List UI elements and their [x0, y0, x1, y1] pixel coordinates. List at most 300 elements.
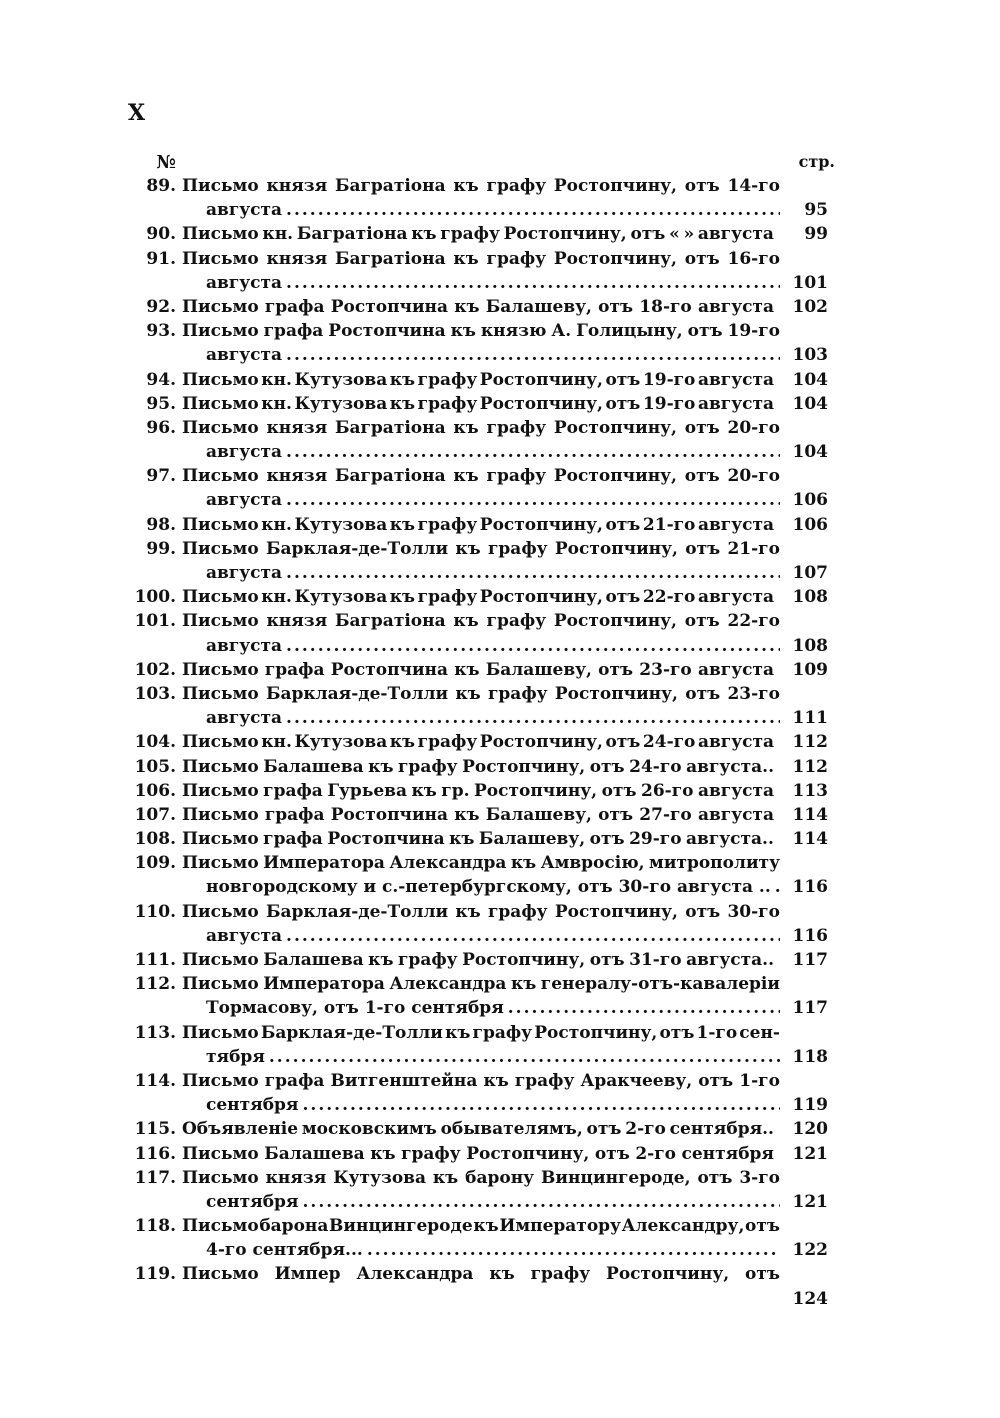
title-word: къ — [389, 369, 416, 390]
title-word: графу — [486, 176, 547, 196]
title-word: генералу-отъ-кавалеріи — [540, 974, 780, 995]
toc-entry — [0, 247, 1000, 295]
title-word: князя — [266, 417, 328, 438]
title-word: московскимъ — [301, 1119, 437, 1140]
title-word: Письмо — [182, 587, 259, 608]
title-word: Ростопчину, — [553, 417, 677, 438]
leader-dots — [508, 996, 780, 1020]
title-word: Ростопчина — [330, 296, 449, 317]
title-word: отъ — [745, 1264, 780, 1285]
entry-continuation — [206, 488, 780, 512]
entry-number: 107. — [134, 804, 176, 825]
title-word: Ростопчину, — [479, 514, 603, 535]
toc-entry — [0, 1214, 1000, 1262]
title-word: отъ — [630, 224, 666, 245]
entry-page: 114 — [792, 829, 828, 850]
entry-continuation — [206, 1093, 780, 1117]
entry-page: 124 — [792, 1288, 828, 1309]
title-word: Ростопчину, — [479, 732, 603, 753]
toc-entry — [0, 295, 1000, 319]
title-word: Ростопчину, — [479, 369, 603, 390]
title-word: графу — [398, 756, 458, 777]
title-word: Гурьева — [327, 780, 407, 801]
entry-continuation-text: новгородскому и с.-петербургскому, отъ 30-го августа .. — [206, 877, 771, 898]
entry-title — [182, 827, 774, 851]
entry-continuation — [206, 1238, 780, 1262]
number-column-header: № — [156, 152, 176, 173]
title-word: къ — [455, 538, 481, 559]
title-word: Письмо — [182, 321, 259, 342]
leader-dots — [269, 1045, 780, 1069]
entry-page: 121 — [792, 1143, 828, 1164]
entry-number: 105. — [134, 756, 176, 777]
title-word: къ — [454, 804, 480, 825]
title-word: графа — [264, 296, 325, 317]
title-word: къ — [453, 176, 479, 196]
title-word: 24-го — [642, 732, 696, 753]
entry-continuation-text: Тормасову, отъ 1-го сентября — [206, 998, 504, 1019]
entry-page: 104 — [792, 369, 828, 390]
title-word: къ — [473, 1216, 499, 1237]
entry-number: 99. — [146, 538, 176, 559]
title-word: къ — [453, 466, 479, 487]
leader-dots — [303, 1093, 781, 1117]
entry-page: 106 — [792, 514, 828, 535]
toc-entry — [0, 1021, 1000, 1069]
entry-title — [182, 319, 780, 343]
entry-page: 99 — [804, 224, 828, 245]
title-word: Александра — [356, 1264, 474, 1285]
title-word: Ростопчину, — [503, 224, 627, 245]
title-word: къ — [510, 853, 537, 874]
title-word: графу — [486, 248, 547, 269]
toc-entry — [0, 972, 1000, 1020]
entry-page: 114 — [792, 804, 828, 825]
entry-title — [182, 174, 780, 198]
title-word: Императора — [263, 974, 385, 995]
title-word: Письмо — [182, 296, 259, 317]
toc-entry — [0, 779, 1000, 803]
title-word: Кутузова — [294, 587, 388, 608]
title-word: 22-го — [727, 611, 780, 632]
entry-title — [182, 900, 780, 924]
title-word: » — [683, 224, 695, 245]
entry-page: 117 — [792, 998, 828, 1019]
toc-entry — [0, 803, 1000, 827]
leader-dots — [775, 875, 780, 899]
title-word: къ — [483, 1070, 509, 1091]
entry-number: 106. — [134, 780, 176, 801]
entry-number: 104. — [134, 732, 176, 753]
entry-page: 111 — [792, 708, 828, 729]
title-word: къ — [489, 1264, 515, 1285]
entry-continuation-text: сентября — [206, 1095, 299, 1116]
title-word: отъ — [684, 417, 720, 438]
title-word: Письмо — [182, 829, 259, 850]
toc-entry — [0, 1069, 1000, 1117]
title-word: Багратіона — [334, 417, 446, 438]
title-word: августа — [697, 659, 774, 680]
title-word: къ — [453, 417, 479, 438]
title-word: графу — [417, 732, 478, 753]
title-word: Кутузова — [294, 514, 388, 535]
title-word: Ростопчину, — [466, 1143, 590, 1164]
toc-entry — [0, 827, 1000, 851]
title-word: августа — [697, 369, 774, 390]
title-word: барону — [465, 1167, 535, 1188]
entry-title — [182, 247, 780, 271]
title-word: отъ — [697, 1167, 733, 1188]
title-word: 23-го — [639, 659, 692, 680]
title-word: 23-го — [727, 683, 780, 704]
entry-title — [182, 948, 774, 972]
title-word: Барклая-де-Толли — [265, 683, 449, 704]
title-word: кн. — [261, 587, 292, 608]
title-word: Письмо — [182, 804, 259, 825]
title-word: къ — [411, 780, 437, 801]
toc-entry — [0, 682, 1000, 730]
title-word: графу — [488, 901, 548, 922]
leader-dots — [286, 561, 780, 585]
title-word: 29-го — [629, 829, 682, 850]
entry-number: 96. — [146, 417, 176, 438]
title-word: « — [669, 224, 680, 245]
title-word: отъ — [605, 369, 641, 390]
title-word: сентября — [681, 1143, 774, 1164]
table-of-contents — [0, 174, 1000, 1311]
title-word: Александра — [389, 974, 507, 995]
title-word: Витгенштейна — [330, 1070, 478, 1091]
title-word: Аракчееву, — [580, 1070, 693, 1091]
title-word: Письмо — [182, 1264, 259, 1285]
title-word: къ — [454, 659, 480, 680]
title-word: Ростопчину, — [606, 1264, 730, 1285]
entry-title — [182, 972, 780, 996]
entry-title — [182, 1166, 780, 1190]
title-word: князя — [266, 611, 328, 632]
title-word: августа — [697, 296, 774, 317]
title-word: Винцингероде, — [540, 1167, 691, 1188]
title-word: Ростопчину, — [462, 756, 586, 777]
title-word: Ростопчину, — [553, 248, 677, 269]
title-word: Багратіона — [296, 224, 408, 245]
toc-entry — [0, 174, 1000, 222]
title-word: 14-го — [727, 176, 780, 196]
title-word: Багратіона — [334, 176, 446, 196]
entry-continuation-text: августа — [206, 345, 283, 366]
title-word: А. — [551, 321, 572, 342]
title-word: 21-го — [642, 514, 696, 535]
entry-continuation — [206, 343, 780, 367]
entry-continuation-text: 4-го сентября... — [206, 1240, 363, 1261]
entry-continuation — [206, 706, 780, 730]
entry-number: 102. — [134, 659, 176, 680]
title-word: Объявленіе — [182, 1119, 299, 1140]
entry-number: 89. — [146, 176, 176, 196]
title-word: Письмо — [182, 683, 259, 704]
title-word: 2-го — [625, 1119, 666, 1140]
entry-page: 109 — [792, 659, 828, 680]
title-word: Письмо — [182, 369, 259, 390]
title-word: Александра — [389, 853, 507, 874]
title-word: Ростопчину, — [462, 950, 586, 970]
title-word: 26-го — [641, 780, 694, 801]
entry-continuation — [206, 561, 780, 585]
title-word: къ — [453, 248, 479, 269]
title-word: Письмо — [182, 756, 259, 777]
title-word: Кутузова — [333, 1167, 426, 1188]
entry-continuation-text: сентября — [206, 1191, 299, 1212]
entry-number: 112. — [134, 974, 176, 995]
title-word: августа — [697, 732, 774, 753]
title-word: къ — [370, 1143, 396, 1164]
entry-title — [182, 1069, 780, 1093]
title-word: графа — [263, 780, 323, 801]
entry-continuation-text: августа — [206, 442, 283, 463]
leader-dots — [286, 343, 780, 367]
entry-number: 119. — [134, 1264, 176, 1285]
title-word: къ — [455, 683, 481, 704]
title-word: Балашеву, — [485, 296, 592, 317]
entry-number: 109. — [134, 853, 176, 874]
entry-continuation-text: августа — [206, 925, 283, 946]
title-word: отъ — [598, 804, 634, 825]
title-word: къ — [454, 296, 480, 317]
title-word: 19-го — [727, 321, 780, 342]
entry-number: 97. — [146, 466, 176, 487]
title-word: отъ — [601, 780, 637, 801]
entry-number: 98. — [146, 514, 176, 535]
leader-dots — [303, 1190, 781, 1214]
title-word: отъ — [687, 321, 723, 342]
leader-dots — [367, 1238, 780, 1262]
leader-dots — [286, 706, 780, 730]
title-word: августа — [697, 224, 774, 245]
title-word: къ — [389, 514, 416, 535]
toc-entry — [0, 755, 1000, 779]
title-word: Письмо — [182, 853, 259, 874]
title-word: 1-го — [696, 1022, 738, 1043]
toc-entry — [0, 851, 1000, 899]
title-word: кн. — [262, 224, 294, 245]
entry-page: 121 — [792, 1191, 828, 1212]
entry-title — [182, 295, 774, 319]
entry-page: 122 — [792, 1240, 828, 1261]
title-word: къ — [368, 950, 394, 970]
entry-number: 91. — [146, 248, 176, 269]
entry-page: 119 — [792, 1095, 828, 1116]
title-word: Письмо — [182, 514, 259, 535]
title-word: Ростопчина — [328, 321, 446, 342]
title-word: отъ — [684, 611, 720, 632]
entry-number: 114. — [134, 1070, 176, 1091]
title-word: Письмо — [182, 176, 259, 196]
entry-continuation — [206, 198, 780, 222]
title-word: къ — [453, 611, 479, 632]
title-word: Письмо — [182, 1167, 259, 1188]
entry-title — [182, 537, 780, 561]
toc-entry — [0, 1166, 1000, 1214]
title-word: 31-го — [629, 950, 682, 970]
page-column-header: стр. — [798, 152, 835, 171]
title-word: графа — [264, 1070, 325, 1091]
title-word: Ростопчину, — [554, 538, 678, 559]
toc-entry — [0, 319, 1000, 367]
title-word: отъ — [745, 1216, 780, 1237]
entry-title — [182, 513, 774, 537]
title-word: Кутузова — [294, 393, 388, 414]
title-word: Письмо — [182, 1022, 259, 1043]
title-word: графа — [264, 659, 325, 680]
entry-continuation-text: августа — [206, 635, 283, 656]
title-word: отъ — [598, 659, 634, 680]
entry-number: 93. — [146, 321, 176, 342]
title-word: Ростопчина — [330, 804, 449, 825]
title-word: къ — [389, 732, 416, 753]
entry-number: 118. — [134, 1216, 176, 1237]
entry-continuation-text: августа — [206, 200, 283, 221]
entry-number: 110. — [134, 901, 176, 922]
title-word: графу — [486, 611, 547, 632]
entry-continuation — [206, 634, 780, 658]
title-word: къ — [368, 756, 394, 777]
title-word: графу — [417, 587, 478, 608]
title-word: Балашеву, — [478, 829, 586, 850]
title-word: къ — [389, 393, 416, 414]
entry-number: 103. — [134, 683, 176, 704]
entry-page: 108 — [792, 587, 828, 608]
title-word: Ростопчину, — [553, 466, 677, 487]
title-word: Барклая-де-Толли — [265, 538, 449, 559]
title-word: 1-го — [739, 1070, 780, 1091]
entry-title — [182, 730, 774, 754]
title-word: Кутузова — [294, 732, 388, 753]
title-word: Кутузова — [294, 369, 388, 390]
entry-page: 108 — [792, 635, 828, 656]
title-word: Письмо — [182, 1143, 259, 1164]
entry-continuation-text: августа — [206, 563, 283, 583]
toc-entry — [0, 222, 1000, 246]
title-word: Письмо — [182, 974, 259, 995]
title-word: Письмо — [182, 611, 259, 632]
title-word: къ — [510, 974, 537, 995]
title-word: отъ — [605, 514, 641, 535]
title-word: Амвросію, — [540, 853, 645, 874]
toc-entry — [0, 368, 1000, 392]
entry-page: 106 — [792, 490, 828, 511]
title-word: къ — [411, 224, 437, 245]
title-word: графу — [472, 1022, 533, 1043]
title-word: отъ — [698, 1070, 734, 1091]
title-word: августа — [697, 804, 774, 825]
title-word: отъ — [684, 248, 720, 269]
leader-dots — [286, 271, 780, 295]
toc-entry — [0, 609, 1000, 657]
title-word: Балашева — [263, 756, 364, 777]
title-word: кн. — [261, 514, 292, 535]
title-word: 30-го — [727, 901, 780, 922]
title-word: кн. — [261, 393, 292, 414]
entry-page: 103 — [792, 345, 828, 366]
entry-number: 116. — [134, 1143, 176, 1164]
entry-page: 117 — [792, 950, 828, 970]
title-word: отъ — [685, 901, 721, 922]
title-word: Балашева — [264, 1143, 365, 1164]
title-word: 20-го — [727, 417, 780, 438]
title-word: Багратіона — [334, 611, 446, 632]
title-word: Письмо — [182, 248, 259, 269]
title-word: графу — [417, 369, 478, 390]
entry-title — [182, 1214, 780, 1238]
title-word: Балашеву, — [485, 804, 592, 825]
title-word: князя — [266, 466, 328, 487]
leader-dots — [286, 488, 780, 512]
toc-entry — [0, 948, 1000, 972]
title-word: Императору — [499, 1216, 621, 1237]
title-word: отъ — [684, 466, 720, 487]
entry-title — [182, 464, 780, 488]
entry-title — [182, 368, 774, 392]
title-word: графу — [514, 1070, 575, 1091]
title-word: Багратіона — [334, 248, 446, 269]
title-word: князя — [265, 1167, 327, 1188]
toc-entry — [0, 1142, 1000, 1166]
toc-entry — [0, 513, 1000, 537]
title-word: отъ — [605, 393, 641, 414]
title-word: отъ — [589, 950, 625, 970]
entry-title — [182, 1021, 780, 1045]
entry-continuation — [206, 996, 780, 1020]
entry-continuation-text: августа — [206, 272, 283, 293]
title-word: августа — [697, 393, 774, 414]
title-word: Письмо — [182, 732, 259, 753]
entry-title — [182, 682, 780, 706]
title-word: 22-го — [642, 587, 696, 608]
title-word: Балашева — [263, 950, 364, 970]
title-word: 2-го — [635, 1143, 676, 1164]
title-word: Импер — [274, 1264, 341, 1285]
title-word: Письмо — [182, 780, 259, 801]
entry-page: 113 — [792, 780, 828, 801]
entry-page: 101 — [792, 272, 828, 293]
title-word: 19-го — [642, 393, 696, 414]
title-word: графа — [263, 321, 324, 342]
title-word: отъ — [685, 683, 721, 704]
title-word: Голицыну, — [576, 321, 683, 342]
title-word: отъ — [659, 1022, 695, 1043]
title-word: 20-го — [727, 466, 780, 487]
title-word: Александру, — [621, 1216, 745, 1237]
title-word: графа — [263, 829, 323, 850]
entry-continuation — [206, 875, 780, 899]
title-word: 3-го — [739, 1167, 780, 1188]
title-word: 16-го — [727, 248, 780, 269]
entry-page: 112 — [792, 732, 828, 753]
title-word: августа.. — [686, 829, 774, 850]
title-word: Письмо — [182, 659, 259, 680]
title-word: августа.. — [686, 950, 774, 970]
title-word: Письмо — [182, 1070, 259, 1091]
title-word: Императора — [263, 853, 385, 874]
title-word: Ростопчина — [327, 829, 445, 850]
title-word: отъ — [685, 538, 721, 559]
title-word: Письмо — [182, 417, 259, 438]
title-word: гр. — [441, 780, 470, 801]
entry-title — [182, 609, 780, 633]
title-word: Письмо — [182, 393, 259, 414]
entry-continuation-text: тября — [206, 1046, 265, 1067]
title-word: барона — [259, 1216, 329, 1237]
